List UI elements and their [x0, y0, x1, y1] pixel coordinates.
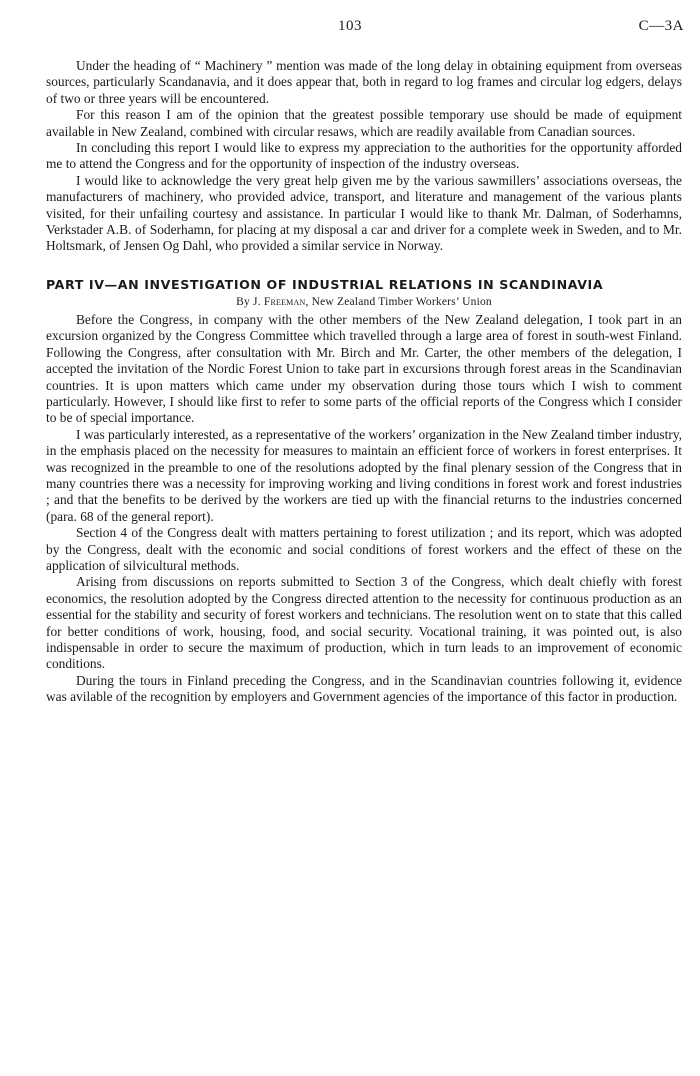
paragraph-machinery-delays: Under the heading of “ Machinery ” mention was made of the long delay in obtaining equipment from overseas sources, particularly Scandanavia, and it does appear that, both in regard to log frames and circular log edgers, delays of two or three years will be encountered.	[46, 58, 682, 106]
byline-prefix: By J.	[236, 295, 264, 308]
paragraph-concluding: In concluding this report I would like to express my appreciation to the authorities for the opportunity afforded me to attend the Congress and for the opportunity of inspection of the industry overseas.	[46, 140, 682, 172]
document-reference: C—3A	[638, 18, 684, 34]
paragraph-equipment-use: For this reason I am of the opinion that the greatest possible temporary use should be made of equipment available in New Zealand, combined with circular resaws, which are readily available from Canadian sources.	[46, 107, 682, 139]
byline-author: Freeman	[263, 295, 306, 308]
section-byline	[46, 296, 682, 308]
paragraph-acknowledgements: I would like to acknowledge the very great help given me by the various sawmillers’ associations overseas, the manufacturers of machinery, who provided advice, transport, and literature and management of the various plants visited, for their unfailing courtesy and assistance. In particular I would like to thank Mr. Dalman, of Soderhamns, Verkstader A.B. of Soderhamn, for placing at my disposal a car and driver for a complete week in Sweden, and to Mr. Holtsmark, of Jensen Og Dahl, who provided a similar service in Norway.	[46, 172, 682, 254]
paragraph-workers-organization: I was particularly interested, as a representative of the workers’ organization in the New Zealand timber industry, in the emphasis placed on the necessity for measures to maintain an efficient force of workers in forest enterprises. It was recognized in the preamble to one of the resolutions adopted by the final plenary session of the Congress that in many countries there was a necessity for improving working and living conditions in forest work and forest industries ; and that the benefits to be derived by the workers are tied up with the financial returns to the industries concerned (para. 68 of the general report).	[46, 426, 682, 524]
paragraph-tours-finland: During the tours in Finland preceding the Congress, and in the Scandinavian countries following it, evidence was avilable of the recognition by employers and Government agencies of the importance of this factor in production.	[46, 672, 682, 705]
page-header	[0, 18, 700, 40]
paragraph-section-3: Arising from discussions on reports submitted to Section 3 of the Congress, which dealt chiefly with forest economics, the resolution adopted by the Congress directed attention to the necessity for continuous production as an essential for the stability and security of forest workers and technicians. The resolution went on to state that this called for better conditions of work, housing, food, and social security. Vocational training, it was pointed out, is also indispensable in order to secure the maximum of production, which in turn leads to an improvement of economic conditions.	[46, 574, 682, 672]
byline-affiliation: , New Zealand Timber Workers’ Union	[305, 295, 492, 308]
page-number: 103	[338, 18, 362, 34]
section-heading: PART IV—AN INVESTIGATION OF INDUSTRIAL RELATIONS IN SCANDINAVIA	[46, 276, 604, 292]
body-text	[46, 58, 682, 706]
paragraph-before-congress: Before the Congress, in company with the other members of the New Zealand delegation, I took part in an excursion organized by the Congress Committee which travelled through a large area of forest in south-west Finland. Following the Congress, after consultation with Mr. Birch and Mr. Carter, the other members of the delegation, I accepted the invitation of the Nordic Forest Union to take part in excursions through forest areas in the Scandinavian countries. It is upon matters which came under my observation during those tours which I wish to comment particularly. However, I should like first to refer to some parts of the official reports of the Congress which I consider to be of special importance.	[46, 311, 682, 426]
paragraph-section-4: Section 4 of the Congress dealt with matters pertaining to forest utilization ; and its report, which was adopted by the Congress, dealt with the economic and social conditions of forest workers and the effect of these on the application of silvicultural methods.	[46, 525, 682, 573]
